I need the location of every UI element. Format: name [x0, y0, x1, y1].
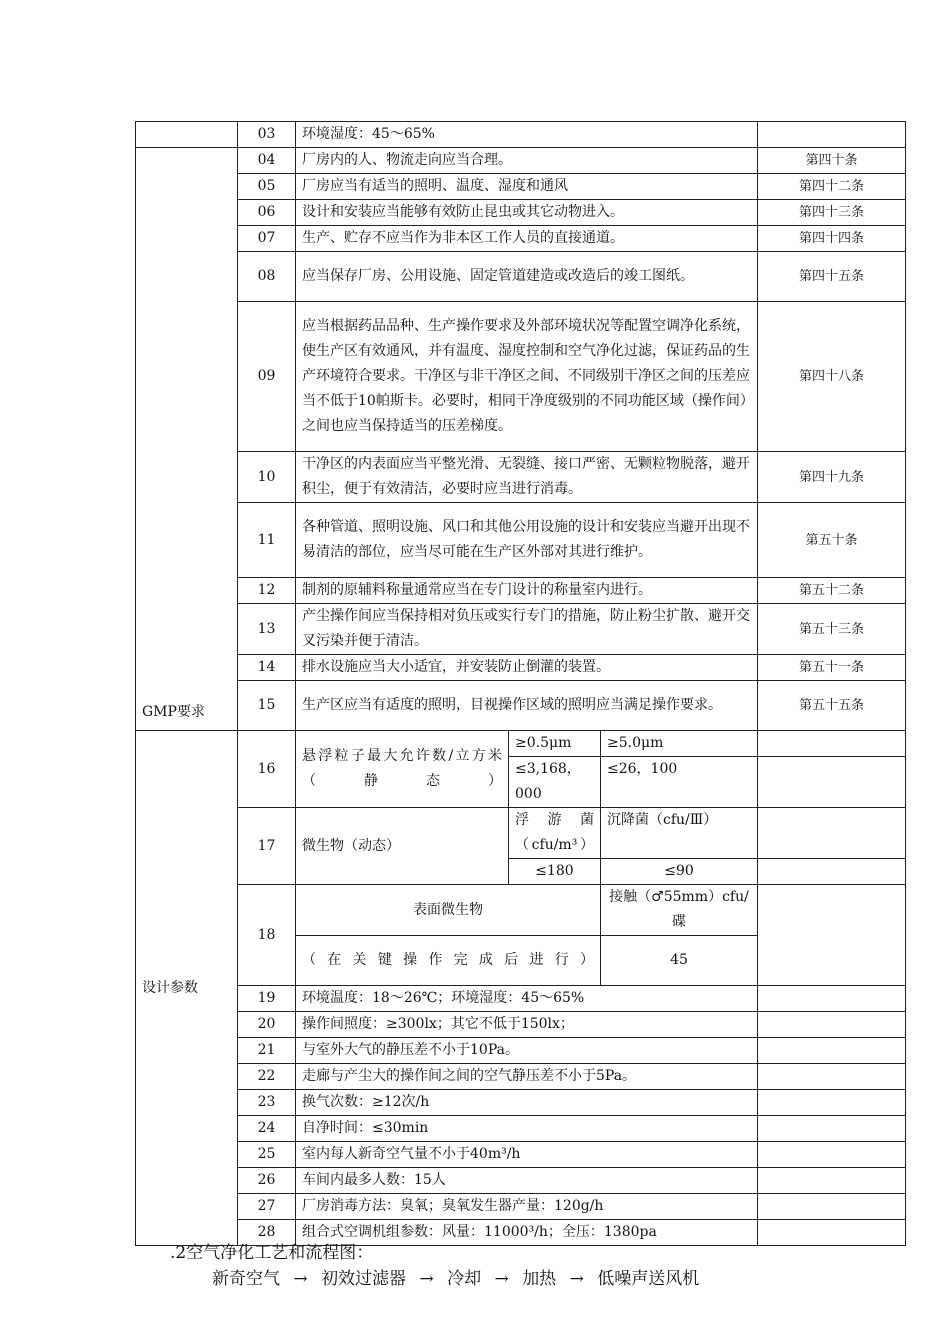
table-row — [136, 1168, 906, 1194]
table-row — [136, 122, 906, 148]
row-number: 15 — [238, 681, 296, 731]
row-ref: 第四十八条 — [758, 302, 906, 452]
row-ref: 第五十条 — [758, 503, 906, 578]
table-row — [136, 503, 906, 578]
table-row — [136, 808, 906, 859]
arrow-right-icon: → — [494, 1269, 509, 1289]
empty-cell — [758, 757, 906, 808]
row-number: 12 — [238, 578, 296, 604]
flow-step: 初效过滤器 — [321, 1269, 407, 1289]
table-row — [136, 681, 906, 731]
table-row — [136, 1194, 906, 1220]
row-text: 环境温度：18～26℃；环境湿度：45～65% — [296, 986, 758, 1012]
row-text: 走廊与产尘大的操作间之间的空气静压差不小于5Pa。 — [296, 1064, 758, 1090]
empty-cell — [758, 859, 906, 885]
particle-value-05: ≤3,168，000 — [509, 757, 601, 808]
row-number: 21 — [238, 1038, 296, 1064]
row-text: 操作间照度：≥300lx；其它不低于150lx； — [296, 1012, 758, 1038]
table-row — [136, 174, 906, 200]
empty-cell — [758, 1142, 906, 1168]
particle-header-05: ≥0.5μm — [509, 731, 601, 757]
row-number: 04 — [238, 148, 296, 174]
row-text: 生产、贮存不应当作为非本区工作人员的直接通道。 — [296, 226, 758, 252]
table-row — [136, 1064, 906, 1090]
row-text: 干净区的内表面应当平整光滑、无裂缝、接口严密、无颗粒物脱落，避开积尘，便于有效清洁，必要时应当进行消毒。 — [296, 452, 758, 503]
arrow-right-icon: → — [293, 1269, 308, 1289]
row-number: 28 — [238, 1220, 296, 1246]
table-row — [136, 148, 906, 174]
surface-header: 接触（♂55mm）cfu/碟 — [601, 885, 758, 936]
microbe-header-float: 浮游菌（cfu/m³） — [509, 808, 601, 859]
empty-cell — [758, 885, 906, 986]
row-number: 07 — [238, 226, 296, 252]
row-number: 11 — [238, 503, 296, 578]
row-text: 制剂的原辅料称量通常应当在专门设计的称量室内进行。 — [296, 578, 758, 604]
row-text: 应当保存厂房、公用设施、固定管道建造或改造后的竣工图纸。 — [296, 252, 758, 302]
table-row — [136, 302, 906, 452]
table-row — [136, 252, 906, 302]
row-ref: 第四十二条 — [758, 174, 906, 200]
row-number: 27 — [238, 1194, 296, 1220]
arrow-right-icon: → — [569, 1269, 584, 1289]
row-ref: 第五十五条 — [758, 681, 906, 731]
table-row — [136, 655, 906, 681]
table-row — [136, 731, 906, 757]
empty-cell — [758, 1064, 906, 1090]
empty-cell — [758, 1090, 906, 1116]
row-ref: 第五十三条 — [758, 604, 906, 655]
row-text: 各种管道、照明设施、风口和其他公用设施的设计和安装应当避开出现不易清洁的部位，应当尽可能在生产区外部对其进行维护。 — [296, 503, 758, 578]
table-row — [136, 1090, 906, 1116]
process-flow — [212, 1264, 699, 1289]
row-number: 24 — [238, 1116, 296, 1142]
row-text: 室内每人新奇空气量不小于40m³/h — [296, 1142, 758, 1168]
row-ref: 第五十一条 — [758, 655, 906, 681]
row-ref: 第四十九条 — [758, 452, 906, 503]
surface-label: 表面微生物 — [296, 885, 601, 936]
row-number: 25 — [238, 1142, 296, 1168]
row-number: 26 — [238, 1168, 296, 1194]
group-design: 设计参数 — [136, 731, 238, 1246]
row-number: 08 — [238, 252, 296, 302]
table-row — [136, 1142, 906, 1168]
empty-cell — [758, 1038, 906, 1064]
row-text: 厂房应当有适当的照明、温度、湿度和通风 — [296, 174, 758, 200]
row-ref — [758, 122, 906, 148]
empty-cell — [758, 1012, 906, 1038]
row-number: 09 — [238, 302, 296, 452]
row-number: 10 — [238, 452, 296, 503]
table-row — [136, 452, 906, 503]
table-row — [136, 226, 906, 252]
row-text: 厂房消毒方法：臭氧；臭氧发生器产量：120g/h — [296, 1194, 758, 1220]
row-text: 与室外大气的静压差不小于10Pa。 — [296, 1038, 758, 1064]
row-ref: 第四十条 — [758, 148, 906, 174]
surface-label-note: （在关键操作完成后进行） — [296, 936, 601, 986]
table-row — [136, 1038, 906, 1064]
particle-label: 悬浮粒子最大允许数/立方米（静态） — [296, 731, 509, 808]
particle-value-50: ≤26，100 — [601, 757, 758, 808]
group-gmp: GMP要求 — [136, 148, 238, 731]
row-text: 换气次数：≥12次/h — [296, 1090, 758, 1116]
spec-table — [135, 121, 906, 1246]
row-number: 14 — [238, 655, 296, 681]
group-cell-empty — [136, 122, 238, 148]
microbe-value-settle: ≤90 — [601, 859, 758, 885]
flow-step: 低噪声送风机 — [597, 1269, 700, 1289]
microbe-value-float: ≤180 — [509, 859, 601, 885]
empty-cell — [758, 1168, 906, 1194]
flow-step: 加热 — [522, 1269, 557, 1289]
row-number: 20 — [238, 1012, 296, 1038]
row-number: 23 — [238, 1090, 296, 1116]
row-number: 17 — [238, 808, 296, 885]
row-text: 组合式空调机组参数：风量：11000³/h；全压：1380pa — [296, 1220, 758, 1246]
row-text: 厂房内的人、物流走向应当合理。 — [296, 148, 758, 174]
section-heading: .2空气净化工艺和流程图： — [170, 1243, 374, 1263]
row-number: 16 — [238, 731, 296, 808]
row-number: 05 — [238, 174, 296, 200]
microbe-label: 微生物（动态） — [296, 808, 509, 885]
empty-cell — [758, 1194, 906, 1220]
row-ref: 第四十三条 — [758, 200, 906, 226]
table-row — [136, 1012, 906, 1038]
table-row — [136, 604, 906, 655]
row-number: 22 — [238, 1064, 296, 1090]
particle-header-50: ≥5.0μm — [601, 731, 758, 757]
row-text: 排水设施应当大小适宜，并安装防止倒灌的装置。 — [296, 655, 758, 681]
row-text: 生产区应当有适度的照明，目视操作区域的照明应当满足操作要求。 — [296, 681, 758, 731]
row-text: 环境湿度：45～65% — [296, 122, 758, 148]
row-number: 13 — [238, 604, 296, 655]
flow-step: 新奇空气 — [212, 1269, 280, 1289]
empty-cell — [758, 1220, 906, 1246]
table-row — [136, 200, 906, 226]
empty-cell — [758, 1116, 906, 1142]
table-row — [136, 986, 906, 1012]
table-row — [136, 885, 906, 936]
flow-step: 冷却 — [447, 1269, 482, 1289]
table-row — [136, 1116, 906, 1142]
table-row — [136, 578, 906, 604]
empty-cell — [758, 808, 906, 859]
microbe-header-settle: 沉降菌（cfu/Ⅲ） — [601, 808, 758, 859]
row-number: 03 — [238, 122, 296, 148]
empty-cell — [758, 731, 906, 757]
row-text: 应当根据药品品种、生产操作要求及外部环境状况等配置空调净化系统，使生产区有效通风，并有温度、湿度控制和空气净化过滤，保证药品的生产环境符合要求。干净区与非干净区之间、不同级别干净区之间的压差应当不低于10帕斯卡。必要时，相同干净度级别的不同功能区域（操作间）之间也应当保持适当的压差梯度。 — [296, 302, 758, 452]
row-number: 18 — [238, 885, 296, 986]
row-ref: 第四十五条 — [758, 252, 906, 302]
row-number: 06 — [238, 200, 296, 226]
surface-value: 45 — [601, 936, 758, 986]
row-text: 车间内最多人数：15人 — [296, 1168, 758, 1194]
row-ref: 第四十四条 — [758, 226, 906, 252]
row-text: 设计和安装应当能够有效防止昆虫或其它动物进入。 — [296, 200, 758, 226]
row-number: 19 — [238, 986, 296, 1012]
empty-cell — [758, 986, 906, 1012]
row-ref: 第五十二条 — [758, 578, 906, 604]
row-text: 自净时间：≤30min — [296, 1116, 758, 1142]
row-text: 产尘操作间应当保持相对负压或实行专门的措施，防止粉尘扩散、避开交叉污染并便于清洁。 — [296, 604, 758, 655]
arrow-right-icon: → — [419, 1269, 434, 1289]
